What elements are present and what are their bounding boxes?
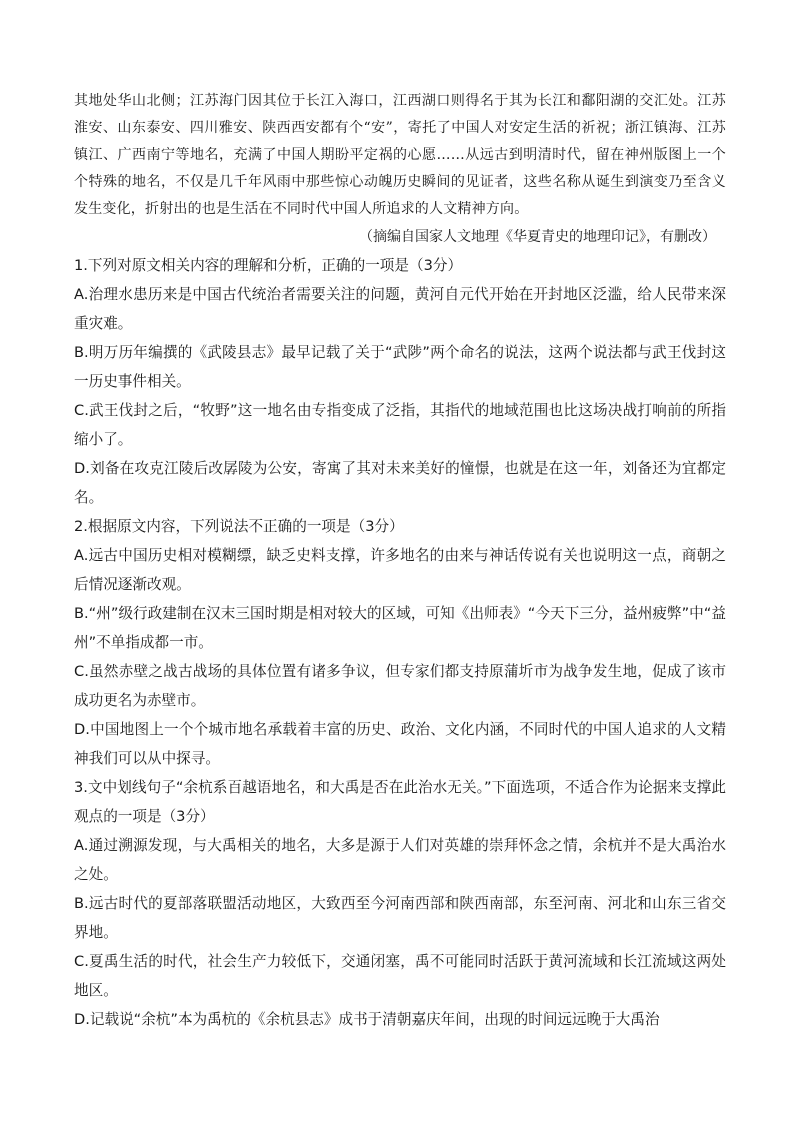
- question-3: [74, 773, 726, 1034]
- question-1: [74, 251, 726, 512]
- document-page: [74, 88, 726, 1034]
- option-c: C.夏禹生活的时代，社会生产力较低下，交通闭塞，禹不可能同时活跃于黄河流域和长江流域这两处地区。: [74, 953, 726, 999]
- option-d: D.记载说“余杭”本为禹杭的《余杭县志》成书于清朝嘉庆年间，出现的时间远远晚于大禹治: [74, 1011, 660, 1028]
- option-b: B.明万历年编撰的《武陵县志》最早记载了关于“武陟”两个命名的说法，这两个说法都与武王伐封这一历史事件相关。: [74, 344, 726, 390]
- passage-paragraph: 其地处华山北侧；江苏海门因其位于长江入海口，江西湖口则得名于其为长江和鄱阳湖的交汇处。江苏淮安、山东泰安、四川雅安、陕西西安都有个“安”，寄托了中国人对安定生活的祈祝；浙江镇海、江苏镇江、广西南宁等地名，充满了中国人期盼平定祸的心愿……从远古到明清时代，留在神州版图上一个个特殊的地名，不仅是几千年风雨中那些惊心动魄历史瞬间的见证者，这些名称从诞生到演变乃至含义发生变化，折射出的也是生活在不同时代中国人所追求的人文精神方向。: [74, 93, 726, 217]
- option-d: D.刘备在攻克江陵后改孱陵为公安，寄寓了其对未来美好的憧憬，也就是在这一年，刘备还为宜都定名。: [74, 460, 726, 506]
- question-stem: 3.文中划线句子“余杭系百越语地名，和大禹是否在此治水无关。”下面选项，不适合作为论据来支撑此观点的一项是（3分）: [74, 779, 726, 825]
- source-citation: （摘编自国家人文地理《华夏青史的地理印记》，有删改）: [359, 229, 716, 245]
- question-stem: 2.根据原文内容，下列说法不正确的一项是（3分）: [74, 518, 404, 535]
- option-a: A.远古中国历史相对模糊缥，缺乏史料支撑，许多地名的由来与神话传说有关也说明这一点，商朝之后情况逐渐改观。: [74, 547, 726, 593]
- option-d: D.中国地图上一个个城市地名承载着丰富的历史、政治、文化内涵，不同时代的中国人追求的人文精神我们可以从中探寻。: [74, 721, 726, 767]
- option-b: B.远古时代的夏部落联盟活动地区，大致西至今河南西部和陕西南部，东至河南、河北和山东三省交界地。: [74, 895, 726, 941]
- question-stem: 1.下列对原文相关内容的理解和分析，正确的一项是（3分）: [74, 257, 463, 274]
- option-b: B.“州”级行政建制在汉末三国时期是相对较大的区域，可知《出师表》“今天下三分，益州疲弊”中“益州”不单指成都一市。: [74, 605, 726, 651]
- option-c: C.武王伐封之后，“牧野”这一地名由专指变成了泛指，其指代的地域范围也比这场决战打响前的所指缩小了。: [74, 402, 726, 448]
- question-2: [74, 512, 726, 773]
- option-a: A.通过溯源发现，与大禹相关的地名，大多是源于人们对英雄的崇拜怀念之情，余杭并不是大禹治水之处。: [74, 837, 726, 883]
- option-c: C.虽然赤壁之战古战场的具体位置有诸多争议，但专家们都支持原蒲圻市为战争发生地，促成了该市成功更名为赤壁市。: [74, 663, 726, 709]
- option-a: A.治理水患历来是中国古代统治者需要关注的问题，黄河自元代开始在开封地区泛滥，给人民带来深重灾难。: [74, 286, 726, 332]
- passage-text: [74, 88, 726, 223]
